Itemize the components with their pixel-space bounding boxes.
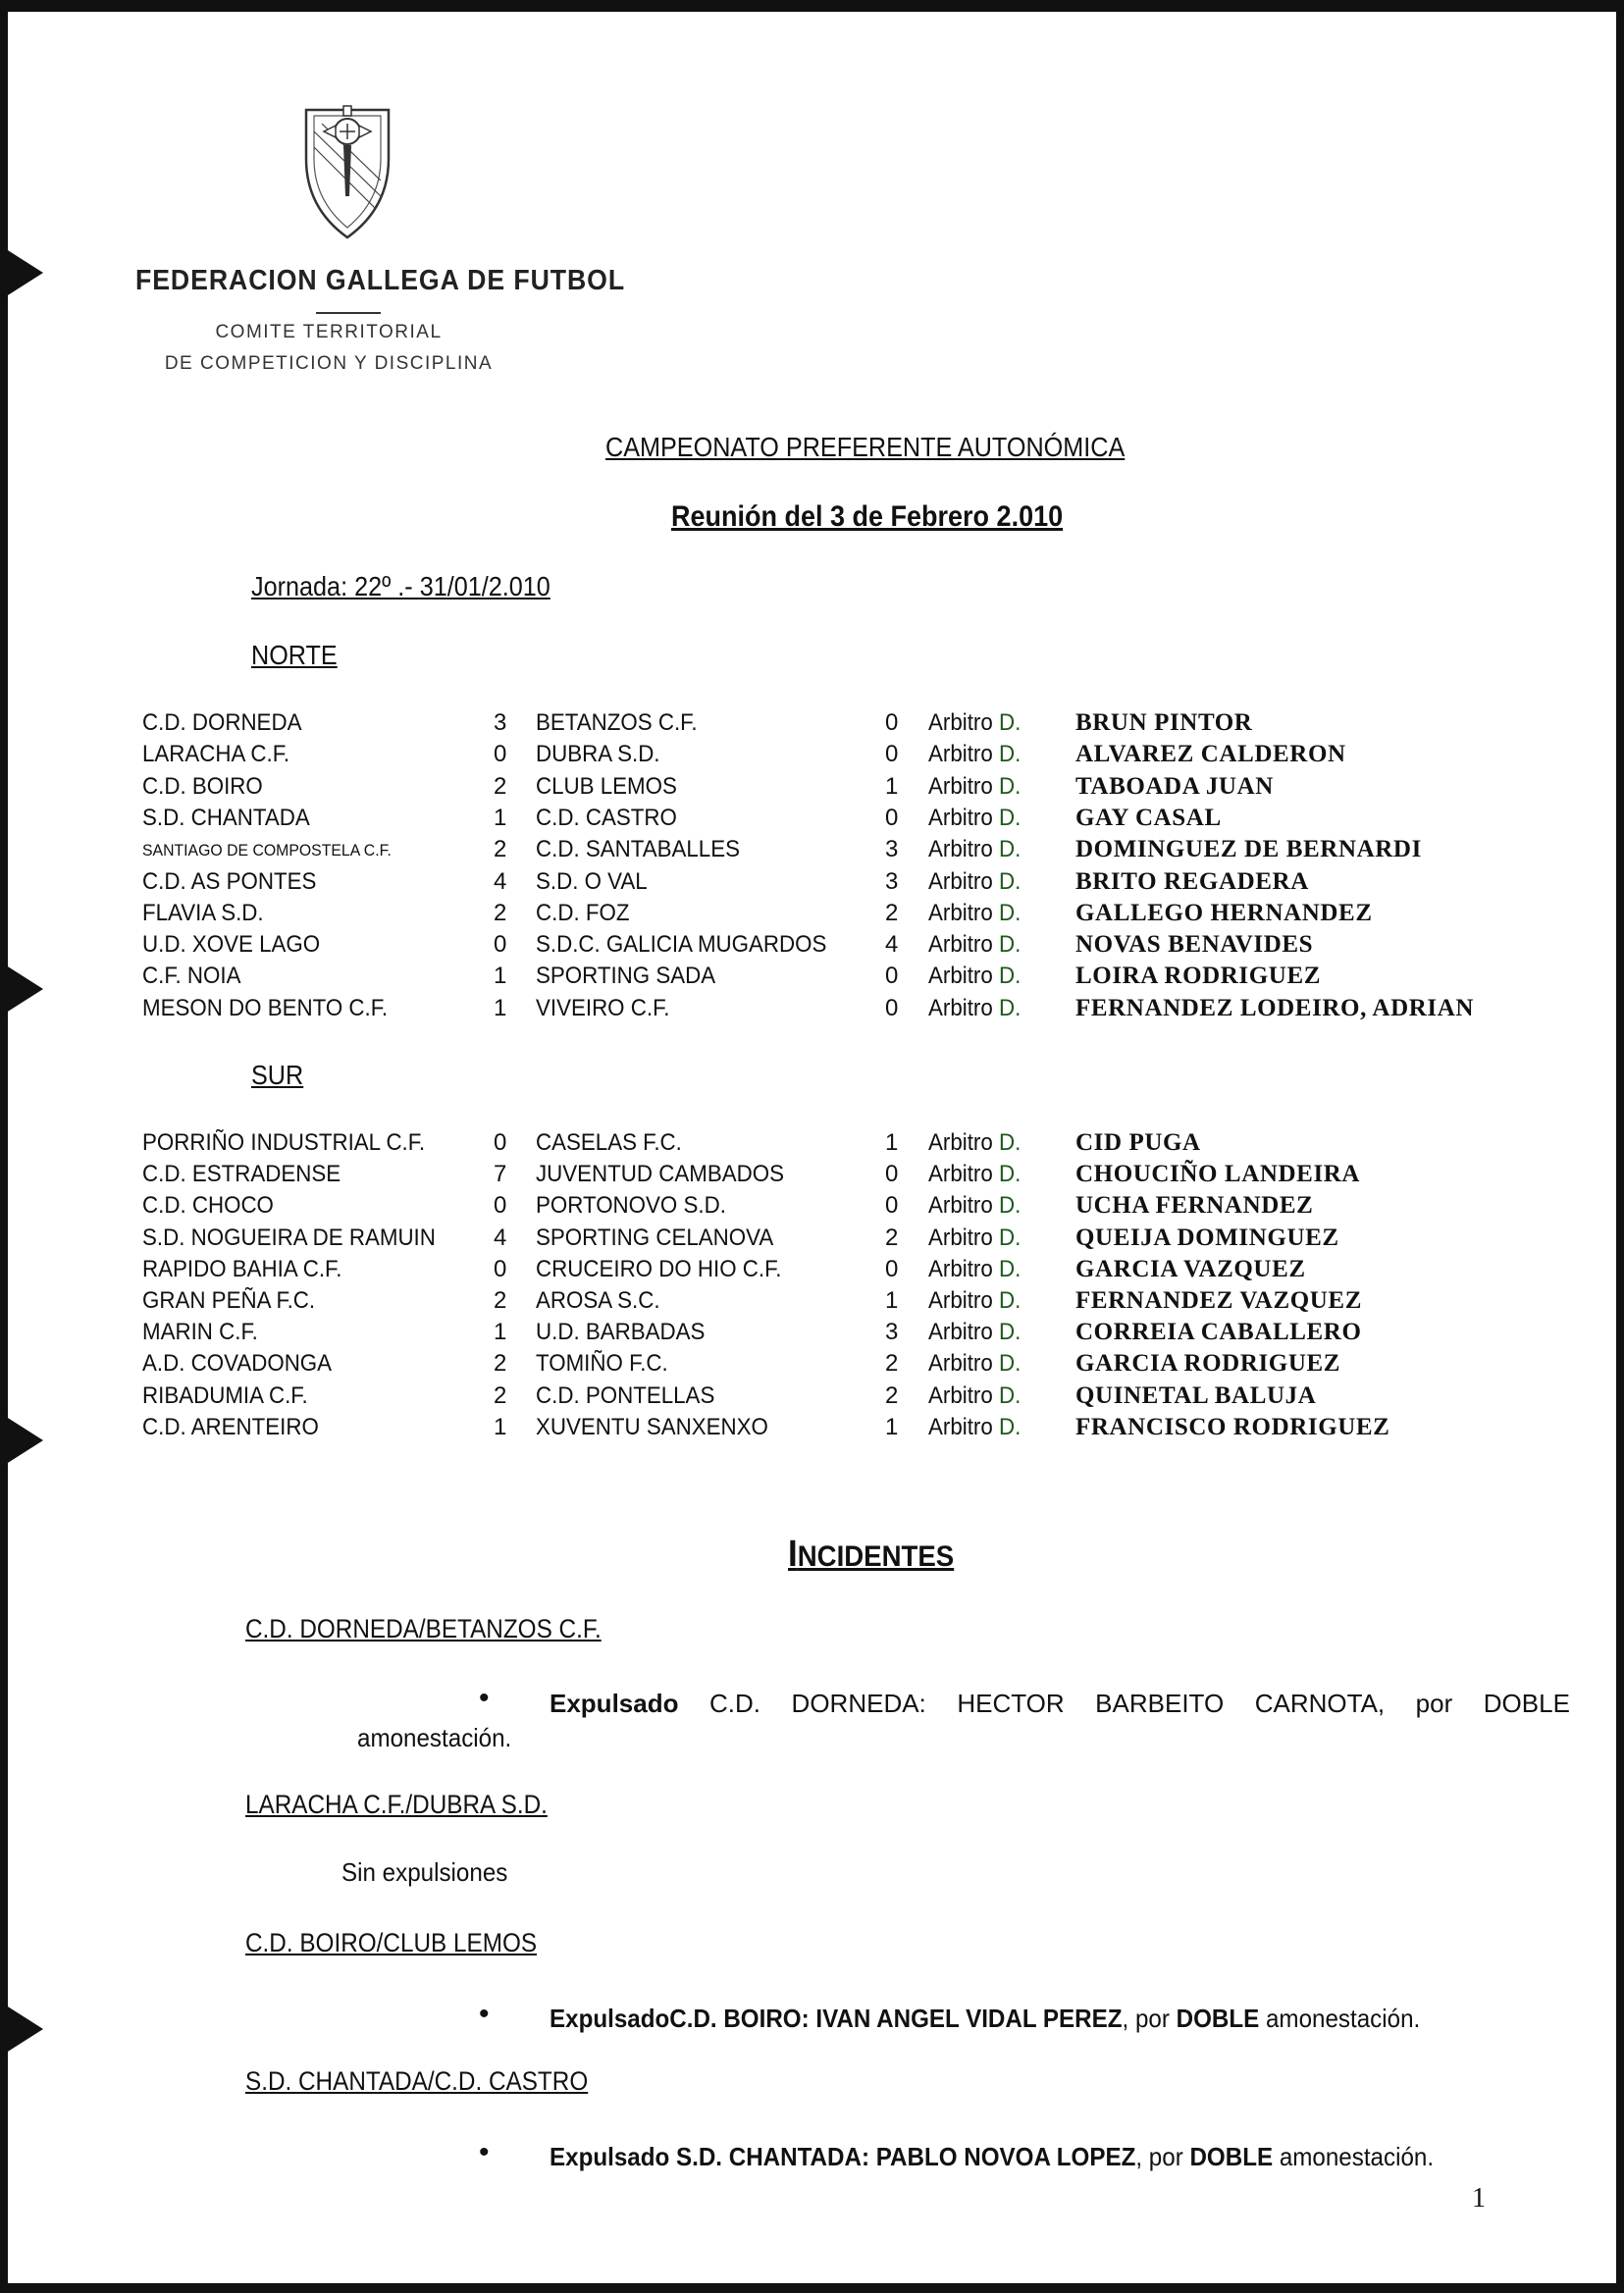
incidents-heading-rest: NCIDENTES <box>797 1540 955 1573</box>
away-team: XUVENTU SANXENXO <box>536 1413 768 1440</box>
home-team: C.D. ARENTEIRO <box>142 1413 319 1440</box>
incident-word: DOBLE <box>1483 1689 1570 1718</box>
referee-title: D. <box>998 963 1022 990</box>
referee-label <box>928 931 1021 959</box>
away-score: 0 <box>885 1192 899 1220</box>
match-row <box>0 1161 1624 1192</box>
referee-label-text: Arbitro <box>928 867 993 895</box>
scan-border-top <box>0 0 1624 12</box>
away-team: AROSA S.C. <box>536 1287 660 1314</box>
scan-border-bottom <box>0 2283 1624 2293</box>
referee-name: BRITO REGADERA <box>1075 867 1309 895</box>
away-score: 3 <box>885 867 899 895</box>
home-score: 2 <box>494 1381 507 1409</box>
referee-label-text: Arbitro <box>928 963 993 990</box>
away-team: CASELAS F.C. <box>536 1129 682 1156</box>
referee-label-text: Arbitro <box>928 1129 993 1156</box>
referee-label-text: Arbitro <box>928 994 993 1021</box>
referee-name: LOIRA RODRIGUEZ <box>1075 963 1322 990</box>
incident-expulsion-line <box>550 2004 1420 2034</box>
home-team: C.D. BOIRO <box>142 772 263 800</box>
bullet-icon: • <box>479 1998 490 2030</box>
away-score: 2 <box>885 1224 899 1251</box>
incident-match-heading: C.D. DORNEDA/BETANZOS C.F. <box>245 1614 602 1643</box>
home-team: RAPIDO BAHIA C.F. <box>142 1255 342 1282</box>
referee-label-text: Arbitro <box>928 1161 993 1188</box>
away-team: C.D. CASTRO <box>536 804 677 831</box>
organization-name: FEDERACION GALLEGA DE FUTBOL <box>135 265 626 296</box>
referee-title: D. <box>998 1319 1022 1346</box>
match-row <box>0 868 1624 900</box>
referee-title: D. <box>998 1287 1022 1314</box>
referee-title: D. <box>998 931 1022 959</box>
match-row <box>0 1225 1624 1256</box>
away-score: 3 <box>885 836 899 863</box>
referee-label-text: Arbitro <box>928 1192 993 1220</box>
referee-label <box>928 741 1021 768</box>
incident-expulsion-line <box>550 1689 1570 1719</box>
away-team: VIVEIRO C.F. <box>536 994 670 1021</box>
match-row <box>0 1192 1624 1224</box>
referee-name: FRANCISCO RODRIGUEZ <box>1075 1413 1390 1440</box>
home-team: S.D. NOGUEIRA DE RAMUIN <box>142 1224 436 1251</box>
referee-label <box>928 836 1021 863</box>
incident-expulsion-text: Expulsado S.D. CHANTADA: PABLO NOVOA LOPEZ <box>550 2142 1136 2171</box>
away-score: 0 <box>885 963 899 990</box>
referee-name: TABOADA JUAN <box>1075 772 1274 800</box>
match-row <box>0 1350 1624 1381</box>
home-team: A.D. COVADONGA <box>142 1350 333 1378</box>
referee-name: CHOUCIÑO LANDEIRA <box>1075 1161 1361 1188</box>
away-team: S.D. O VAL <box>536 867 648 895</box>
referee-label <box>928 1161 1021 1188</box>
away-score: 2 <box>885 899 899 926</box>
home-score: 0 <box>494 931 507 959</box>
home-score: 1 <box>494 1413 507 1440</box>
home-score: 7 <box>494 1161 507 1188</box>
incident-word: BARBEITO <box>1095 1689 1225 1718</box>
letterhead-divider <box>316 312 381 314</box>
referee-title: D. <box>998 1129 1022 1156</box>
match-row <box>0 1256 1624 1287</box>
committee-line-2: DE COMPETICION Y DISCIPLINA <box>164 353 494 374</box>
home-score: 2 <box>494 1287 507 1314</box>
bullet-icon: • <box>479 1682 490 1714</box>
match-row <box>0 741 1624 772</box>
match-row <box>0 900 1624 931</box>
referee-label-text: Arbitro <box>928 804 993 831</box>
incident-match-heading: C.D. BOIRO/CLUB LEMOS <box>245 1928 538 1957</box>
away-team: C.D. PONTELLAS <box>536 1381 715 1409</box>
referee-label-text: Arbitro <box>928 1413 993 1440</box>
meeting-date: Reunión del 3 de Febrero 2.010 <box>671 500 1064 533</box>
referee-label-text: Arbitro <box>928 1350 993 1378</box>
away-score: 0 <box>885 1255 899 1282</box>
home-score: 2 <box>494 899 507 926</box>
home-score: 1 <box>494 963 507 990</box>
referee-label <box>928 709 1021 737</box>
referee-title: D. <box>998 772 1022 800</box>
incident-word: C.D. <box>709 1689 761 1718</box>
referee-name: NOVAS BENAVIDES <box>1075 931 1314 959</box>
match-row <box>0 1129 1624 1161</box>
match-row <box>0 773 1624 805</box>
away-team: BETANZOS C.F. <box>536 709 698 736</box>
referee-label <box>928 1192 1021 1220</box>
referee-name: DOMINGUEZ DE BERNARDI <box>1075 836 1422 863</box>
home-score: 0 <box>494 1129 507 1156</box>
away-team: JUVENTUD CAMBADOS <box>536 1161 784 1188</box>
home-score: 0 <box>494 1192 507 1220</box>
incident-match-heading: S.D. CHANTADA/C.D. CASTRO <box>245 2066 589 2096</box>
referee-label <box>928 1382 1021 1410</box>
referee-name: BRUN PINTOR <box>1075 709 1253 736</box>
home-team: C.D. ESTRADENSE <box>142 1161 341 1188</box>
referee-name: QUEIJA DOMINGUEZ <box>1075 1224 1339 1251</box>
match-row <box>0 805 1624 836</box>
punch-hole-mark <box>0 2002 43 2057</box>
match-row <box>0 1319 1624 1350</box>
referee-name: ALVAREZ CALDERON <box>1075 741 1346 768</box>
referee-name: GAY CASAL <box>1075 804 1222 831</box>
away-team: DUBRA S.D. <box>536 741 660 768</box>
referee-title: D. <box>998 867 1022 895</box>
federation-shield-logo <box>302 102 393 241</box>
page-number: 1 <box>1472 2183 1486 2214</box>
referee-title: D. <box>998 741 1022 768</box>
incident-word: CARNOTA, <box>1254 1689 1386 1718</box>
referee-title: D. <box>998 836 1022 863</box>
home-team: GRAN PEÑA F.C. <box>142 1287 316 1314</box>
away-score: 3 <box>885 1319 899 1346</box>
referee-label <box>928 963 1021 990</box>
referee-label <box>928 900 1021 927</box>
punch-hole-mark <box>0 245 43 300</box>
incident-connector: , por <box>1122 2004 1177 2033</box>
referee-title: D. <box>998 709 1022 736</box>
home-score: 1 <box>494 1319 507 1346</box>
away-score: 1 <box>885 1287 899 1314</box>
incident-word: HECTOR <box>957 1689 1065 1718</box>
home-score: 1 <box>494 804 507 831</box>
home-score: 2 <box>494 772 507 800</box>
referee-label <box>928 1129 1021 1157</box>
referee-name: CORREIA CABALLERO <box>1075 1319 1362 1346</box>
home-score: 4 <box>494 1224 507 1251</box>
incident-word: por <box>1415 1689 1453 1718</box>
matchday: Jornada: 22º .- 31/01/2.010 <box>251 571 550 601</box>
away-score: 1 <box>885 1413 899 1440</box>
away-score: 1 <box>885 772 899 800</box>
incident-word: Expulsado <box>550 1689 679 1718</box>
referee-label <box>928 868 1021 896</box>
away-score: 2 <box>885 1350 899 1378</box>
referee-label-text: Arbitro <box>928 741 993 768</box>
incident-match-heading: LARACHA C.F./DUBRA S.D. <box>245 1790 548 1819</box>
referee-label <box>928 1225 1021 1252</box>
committee-line-1: COMITE TERRITORIAL <box>215 322 443 342</box>
incidents-heading <box>788 1534 954 1576</box>
match-row <box>0 1382 1624 1414</box>
away-team: C.D. FOZ <box>536 899 630 926</box>
referee-label-text: Arbitro <box>928 1381 993 1409</box>
match-row <box>0 995 1624 1026</box>
home-score: 0 <box>494 1255 507 1282</box>
referee-label-text: Arbitro <box>928 1224 993 1251</box>
incident-expulsion-text: ExpulsadoC.D. BOIRO: IVAN ANGEL VIDAL PEREZ <box>550 2004 1123 2033</box>
incident-word: DORNEDA: <box>791 1689 926 1718</box>
away-score: 0 <box>885 1161 899 1188</box>
referee-label <box>928 1319 1021 1346</box>
referee-title: D. <box>998 1161 1022 1188</box>
referee-title: D. <box>998 1224 1022 1251</box>
referee-name: UCHA FERNANDEZ <box>1075 1192 1314 1220</box>
home-score: 0 <box>494 741 507 768</box>
referee-label-text: Arbitro <box>928 836 993 863</box>
referee-label <box>928 995 1021 1022</box>
home-team: RIBADUMIA C.F. <box>142 1381 308 1409</box>
referee-name: QUINETAL BALUJA <box>1075 1381 1317 1409</box>
home-team: MARIN C.F. <box>142 1319 258 1346</box>
home-team: PORRIÑO INDUSTRIAL C.F. <box>142 1129 426 1156</box>
away-score: 2 <box>885 1381 899 1409</box>
away-team: SPORTING SADA <box>536 963 716 990</box>
away-team: C.D. SANTABALLES <box>536 836 740 863</box>
home-score: 2 <box>494 1350 507 1378</box>
away-team: S.D.C. GALICIA MUGARDOS <box>536 931 827 959</box>
home-team: C.D. DORNEDA <box>142 709 302 736</box>
away-score: 0 <box>885 804 899 831</box>
away-score: 4 <box>885 931 899 959</box>
home-team: SANTIAGO DE COMPOSTELA C.F. <box>142 841 392 860</box>
referee-name: FERNANDEZ LODEIRO, ADRIAN <box>1075 994 1475 1021</box>
match-row <box>0 709 1624 741</box>
home-team: FLAVIA S.D. <box>142 899 264 926</box>
referee-label-text: Arbitro <box>928 899 993 926</box>
referee-label-text: Arbitro <box>928 1319 993 1346</box>
referee-title: D. <box>998 1350 1022 1378</box>
incident-tail: amonestación. <box>1259 2004 1421 2033</box>
home-team: C.D. AS PONTES <box>142 867 317 895</box>
home-score: 2 <box>494 836 507 863</box>
match-row <box>0 1287 1624 1319</box>
referee-label-text: Arbitro <box>928 1287 993 1314</box>
referee-label-text: Arbitro <box>928 709 993 736</box>
referee-label <box>928 1350 1021 1378</box>
match-row <box>0 836 1624 867</box>
bullet-icon: • <box>479 2136 490 2168</box>
referee-title: D. <box>998 899 1022 926</box>
away-team: U.D. BARBADAS <box>536 1319 706 1346</box>
referee-name: GALLEGO HERNANDEZ <box>1075 899 1373 926</box>
referee-label-text: Arbitro <box>928 1255 993 1282</box>
referee-title: D. <box>998 994 1022 1021</box>
incident-tail: amonestación. <box>1273 2142 1435 2171</box>
away-team: CRUCEIRO DO HIO C.F. <box>536 1255 782 1282</box>
referee-label-text: Arbitro <box>928 931 993 959</box>
match-row <box>0 1414 1624 1445</box>
incident-no-expulsions: Sin expulsiones <box>341 1857 508 1887</box>
referee-title: D. <box>998 1413 1022 1440</box>
incident-sanction: DOBLE <box>1176 2004 1260 2033</box>
referee-label <box>928 773 1021 801</box>
referee-name: GARCIA RODRIGUEZ <box>1075 1350 1341 1378</box>
home-team: C.F. NOIA <box>142 963 241 990</box>
home-score: 1 <box>494 994 507 1021</box>
incident-continuation: amonestación. <box>357 1723 512 1752</box>
referee-label <box>928 805 1021 832</box>
referee-label-text: Arbitro <box>928 772 993 800</box>
away-score: 1 <box>885 1129 899 1156</box>
incident-expulsion-line <box>550 2142 1434 2172</box>
away-score: 0 <box>885 741 899 768</box>
referee-title: D. <box>998 1255 1022 1282</box>
away-team: TOMIÑO F.C. <box>536 1350 668 1378</box>
away-score: 0 <box>885 994 899 1021</box>
referee-label <box>928 1287 1021 1315</box>
norte-heading: NORTE <box>251 640 338 670</box>
incidents-heading-initial: I <box>788 1534 798 1575</box>
away-team: PORTONOVO S.D. <box>536 1192 726 1220</box>
match-row <box>0 963 1624 994</box>
referee-title: D. <box>998 804 1022 831</box>
home-team: U.D. XOVE LAGO <box>142 931 321 959</box>
away-team: CLUB LEMOS <box>536 772 677 800</box>
home-team: LARACHA C.F. <box>142 741 290 768</box>
home-team: C.D. CHOCO <box>142 1192 274 1220</box>
incident-sanction: DOBLE <box>1189 2142 1274 2171</box>
away-score: 0 <box>885 709 899 736</box>
referee-label <box>928 1256 1021 1283</box>
home-team: S.D. CHANTADA <box>142 804 310 831</box>
referee-name: GARCIA VAZQUEZ <box>1075 1255 1306 1282</box>
home-team: MESON DO BENTO C.F. <box>142 994 389 1021</box>
championship-title: CAMPEONATO PREFERENTE AUTONÓMICA <box>605 432 1126 462</box>
match-row <box>0 931 1624 963</box>
referee-name: CID PUGA <box>1075 1129 1201 1156</box>
away-team: SPORTING CELANOVA <box>536 1224 774 1251</box>
referee-label <box>928 1414 1021 1441</box>
referee-name: FERNANDEZ VAZQUEZ <box>1075 1287 1362 1314</box>
referee-title: D. <box>998 1192 1022 1220</box>
home-score: 4 <box>494 867 507 895</box>
incident-connector: , por <box>1135 2142 1190 2171</box>
sur-heading: SUR <box>251 1060 304 1090</box>
home-score: 3 <box>494 709 507 736</box>
referee-title: D. <box>998 1381 1022 1409</box>
